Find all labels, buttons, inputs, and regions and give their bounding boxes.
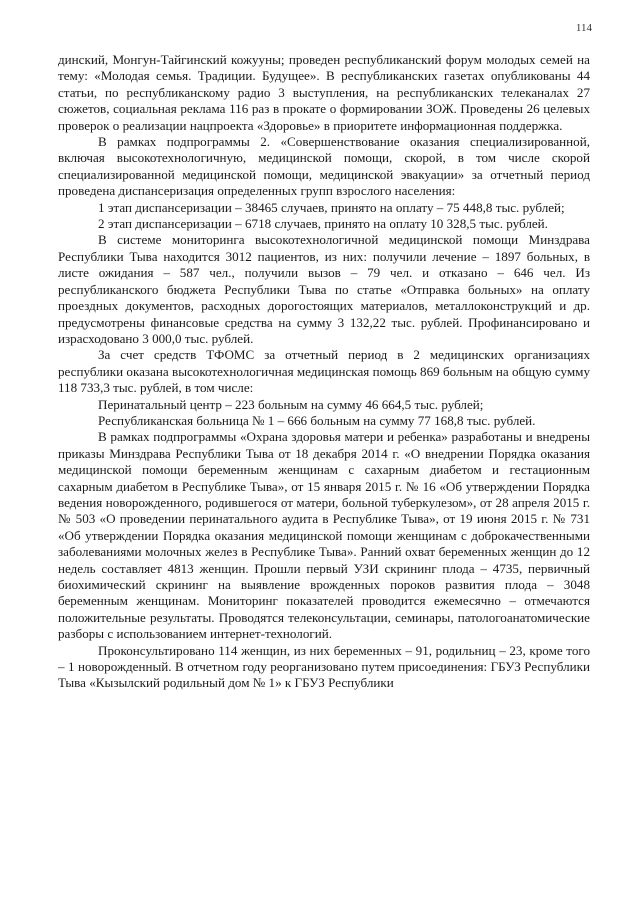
paragraph-2: В рамках подпрограммы 2. «Совершенствование оказания специализированной, включая высокотехнологичную, медицинской помощи, скорой, в том числе скорой специализированной медицинской помощи, медицинской эвакуации» за отчетный период проведена диспансеризация определенных групп взрослого населения: (58, 134, 590, 199)
page-number: 114 (575, 22, 592, 34)
document-body (58, 52, 590, 692)
paragraph-7: Перинатальный центр – 223 больным на сумму 46 664,5 тыс. рублей; (98, 396, 484, 412)
paragraph-3: 1 этап диспансеризации – 38465 случаев, принято на оплату – 75 448,8 тыс. рублей; (98, 199, 565, 215)
paragraph-6: За счет средств ТФОМС за отчетный период в 2 медицинских организациях республики оказана высокотехнологичная медицинская помощь 869 больным на общую сумму 118 733,3 тыс. рублей, в том числе: (58, 347, 590, 396)
paragraph-4: 2 этап диспансеризации – 6718 случаев, принято на оплату 10 328,5 тыс. рублей. (98, 216, 548, 232)
paragraph-8: Республиканская больница № 1 – 666 больным на сумму 77 168,8 тыс. рублей. (98, 412, 536, 428)
paragraph-9: В рамках подпрограммы «Охрана здоровья матери и ребенка» разработаны и внедрены приказы Минздрава Республики Тыва от 18 декабря 2014 г. «О внедрении Порядка оказания медицинской помощи беременным женщинам с сахарным диабетом и гестационным сахарным диабетом в Республике Тыва», от 15 января 2015 г. № 16 «Об утверждении Порядка ведения новорожденного, родившегося от матери, больной туберкулезом», от 28 апреля 2015 г. № 503 «О проведении перинатального аудита в Республике Тыва», от 19 июня 2015 г. № 731 «Об утверждении Порядка оказания медицинской помощи женщинам с доброкачественными заболеваниями молочных желез в Республике Тыва». Ранний охват беременных женщин до 12 недель составляет 4813 женщин. Прошли первый УЗИ скрининг плода – 4735, первичный биохимический скрининг на выявление врожденных пороков развития плода – 3048 беременным женщинам. Мониторинг показателей проводится ежемесячно – отмечаются положительные результаты. Проводятся телеконсультации, семинары, патологоанатомические разборы с использованием интернет-технологий. (58, 429, 590, 642)
paragraph-1: динский, Монгун-Тайгинский кожууны; проведен республиканский форум молодых семей на тему: «Молодая семья. Традиции. Будущее». В республиканских газетах опубликованы 44 статьи, по республиканскому радио 3 выступления, на республиканских телеканалах 27 сюжетов, социальная реклама 116 раз в прокате о формировании ЗОЖ. Проведены 26 целевых проверок о реализации нацпроекта «Здоровье» в приоритете информационная поддержка. (58, 52, 590, 133)
paragraph-5: В системе мониторинга высокотехнологичной медицинской помощи Минздрава Республики Тыва находится 3012 пациентов, из них: получили лечение – 1897 больных, в листе ожидания – 587 чел., получили вызов – 79 чел. и отказано – 646 чел. Из республиканского бюджета Республики Тыва по статье «Отправка больных» на оплату проездных документов, расходных дорогостоящих материалов, металлоконструкций и др. предусмотрены финансовые средства на сумму 3 132,22 тыс. рублей. Профинансировано и израсходовано 3 000,0 тыс. рублей. (58, 232, 590, 346)
paragraph-10: Проконсультировано 114 женщин, из них беременных – 91, родильниц – 23, кроме того – 1 новорожденный. В отчетном году реорганизовано путем присоединения: ГБУЗ Республики Тыва «Кызылский родильный дом № 1» к ГБУЗ Республики (58, 642, 590, 691)
